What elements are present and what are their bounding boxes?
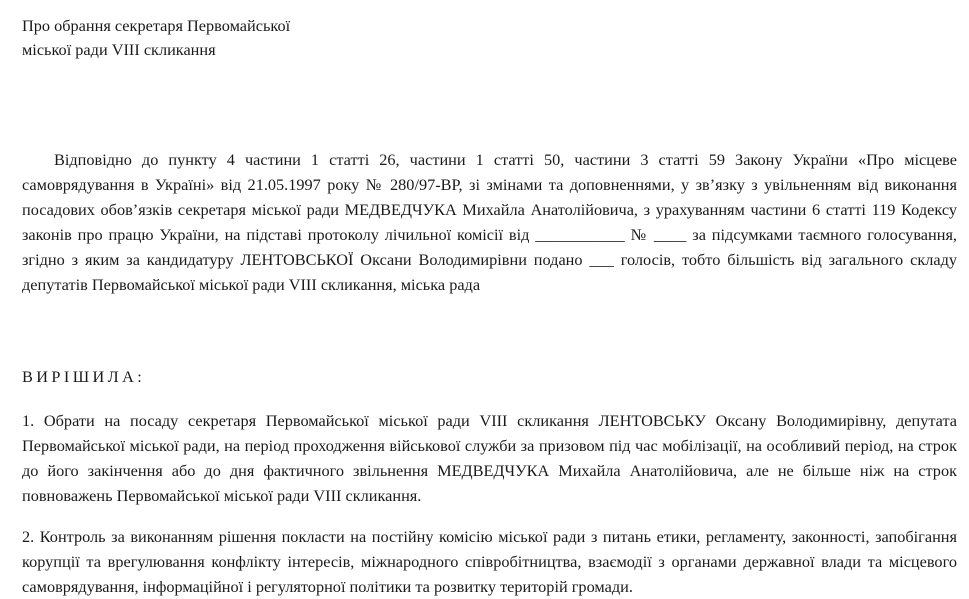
decision-item-1: 1. Обрати на посаду секретаря Первомайської міської ради VIII скликання ЛЕНТОВСЬКУ Оксану Володимирівну, депутата Первомайської міської ради, на період проходження військової служби за призовом під час мобілізації, на особливий період, на строк до його закінчення або до дня фактичного звільнення МЕДВЕДЧУКА Михайла Анатолійовича, але не більше ніж на строк повноважень Первомайської міської ради VIII скликання. <box>22 411 958 505</box>
preamble-paragraph: Відповідно до пункту 4 частини 1 статті 26, частини 1 статті 50, частини 3 статті 59 Закону України «Про місцеве самоврядування в Україні» від 21.05.1997 року № 280/97-ВР, зі змінами та доповненнями, у зв’язку з увільненням від виконання посадових обов’язків секретаря міської ради МЕДВЕДЧУКА Михайла Анатолійовича, з урахуванням частини 6 статті 119 Кодексу законів про працю України, на підставі протоколу лічильної комісії від ___________ № ____ за підсумками таємного голосування, згідно з яким за кандидатуру ЛЕНТОВСЬКОЇ Оксани Володимирівни подано ___ голосів, тобто більшість від загального складу депутатів Первомайської міської ради VIII скликання, міська рада <box>22 150 957 294</box>
decision-item-2: 2. Контроль за виконанням рішення покласти на постійну комісію міської ради з питань етики, регламенту, законності, запобігання корупції та врегулювання конфлікту інтересів, міжнародного співробітництва, взаємодії з органами державної влади та місцевого самоврядування, інформаційної і регуляторної політики та розвитку територій громади. <box>22 527 957 596</box>
decided-heading: ВИРІШИЛА: <box>22 367 146 386</box>
document-title-line-1: Про обрання секретаря Первомайської <box>22 16 291 35</box>
document-body <box>22 14 957 599</box>
document-title-line-2: міської ради VIII скликання <box>22 40 216 59</box>
